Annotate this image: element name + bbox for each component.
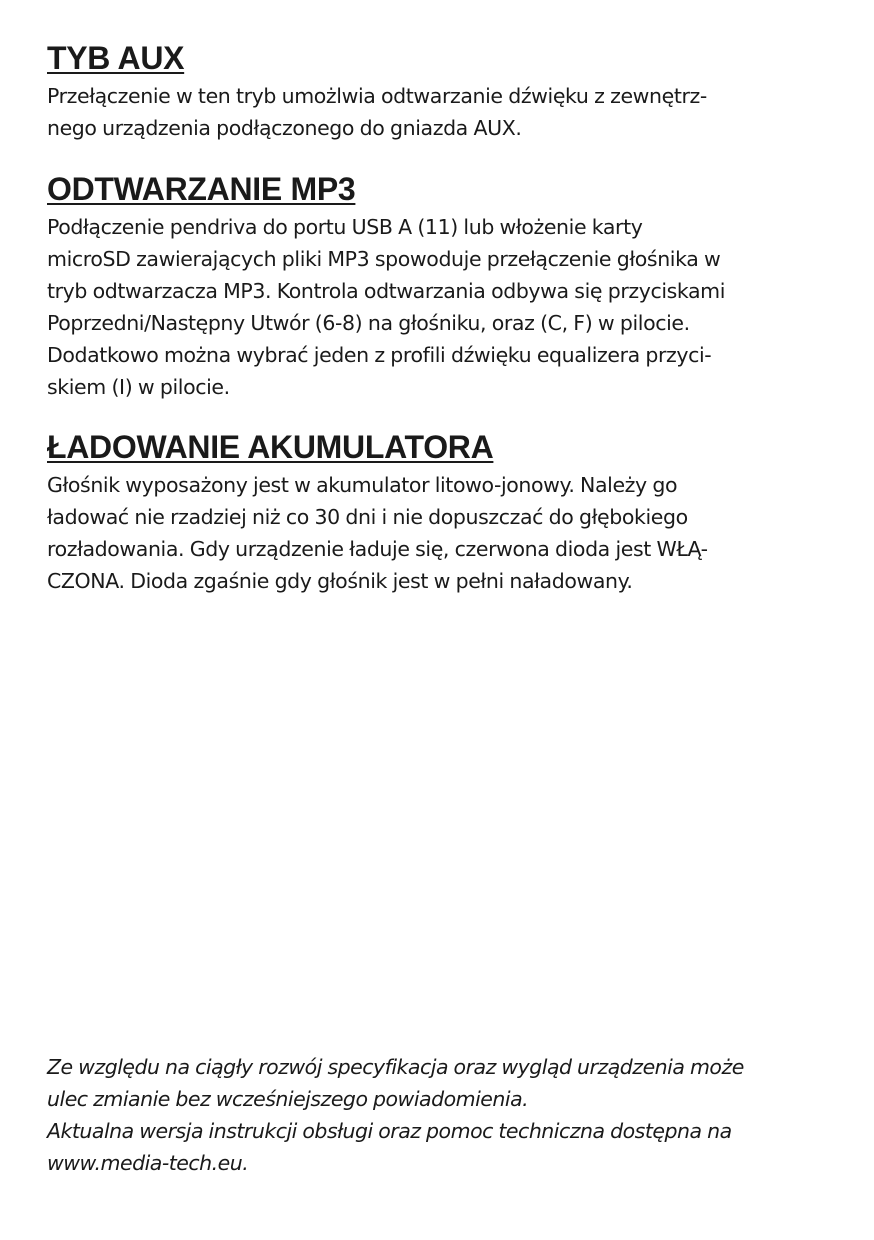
body-line: Przełączenie w ten tryb umożlwia odtwarzanie dźwięku z zewnętrz- bbox=[47, 84, 707, 108]
body-line: tryb odtwarzacza MP3. Kontrola odtwarzania odbywa się przyciskami bbox=[47, 279, 726, 303]
footer-line: Ze względu na ciągły rozwój specyfikacja oraz wygląd urządzenia może bbox=[47, 1055, 744, 1079]
section-body-mp3 bbox=[47, 211, 837, 403]
section-mp3-playback bbox=[47, 169, 837, 403]
footer-line: Aktualna wersja instrukcji obsługi oraz pomoc techniczna dostępna na bbox=[47, 1119, 732, 1143]
section-aux-mode bbox=[47, 38, 837, 144]
body-line: microSD zawierających pliki MP3 spowoduje przełączenie głośnika w bbox=[47, 247, 721, 271]
body-line: CZONA. Dioda zgaśnie gdy głośnik jest w pełni naładowany. bbox=[47, 569, 633, 593]
body-line: skiem (I) w pilocie. bbox=[47, 375, 230, 399]
body-line: Poprzedni/Następny Utwór (6-8) na głośniku, oraz (C, F) w pilocie. bbox=[47, 311, 690, 335]
body-line: Głośnik wyposażony jest w akumulator litowo-jonowy. Należy go bbox=[47, 473, 678, 497]
footer-link: www.media-tech.eu. bbox=[47, 1151, 249, 1175]
manual-page bbox=[47, 38, 837, 597]
section-title-mp3: ODTWARZANIE MP3 bbox=[47, 171, 356, 207]
body-line: Dodatkowo można wybrać jeden z profili dźwięku equalizera przyci- bbox=[47, 343, 712, 367]
body-line: ładować nie rzadziej niż co 30 dni i nie dopuszczać do głębokiego bbox=[47, 505, 688, 529]
footer-text bbox=[47, 1051, 847, 1179]
section-battery-charging bbox=[47, 427, 837, 597]
section-title-aux: TYB AUX bbox=[47, 40, 185, 76]
footer-line: ulec zmianie bez wcześniejszego powiadomienia. bbox=[47, 1087, 529, 1111]
body-line: rozładowania. Gdy urządzenie ładuje się, czerwona dioda jest WŁĄ- bbox=[47, 537, 708, 561]
section-title-battery: ŁADOWANIE AKUMULATORA bbox=[47, 429, 494, 465]
section-body-aux bbox=[47, 80, 837, 144]
section-body-battery bbox=[47, 469, 837, 597]
footer-disclaimer bbox=[47, 1051, 847, 1179]
body-line: nego urządzenia podłączonego do gniazda AUX. bbox=[47, 116, 522, 140]
body-line: Podłączenie pendriva do portu USB A (11) lub włożenie karty bbox=[47, 215, 643, 239]
